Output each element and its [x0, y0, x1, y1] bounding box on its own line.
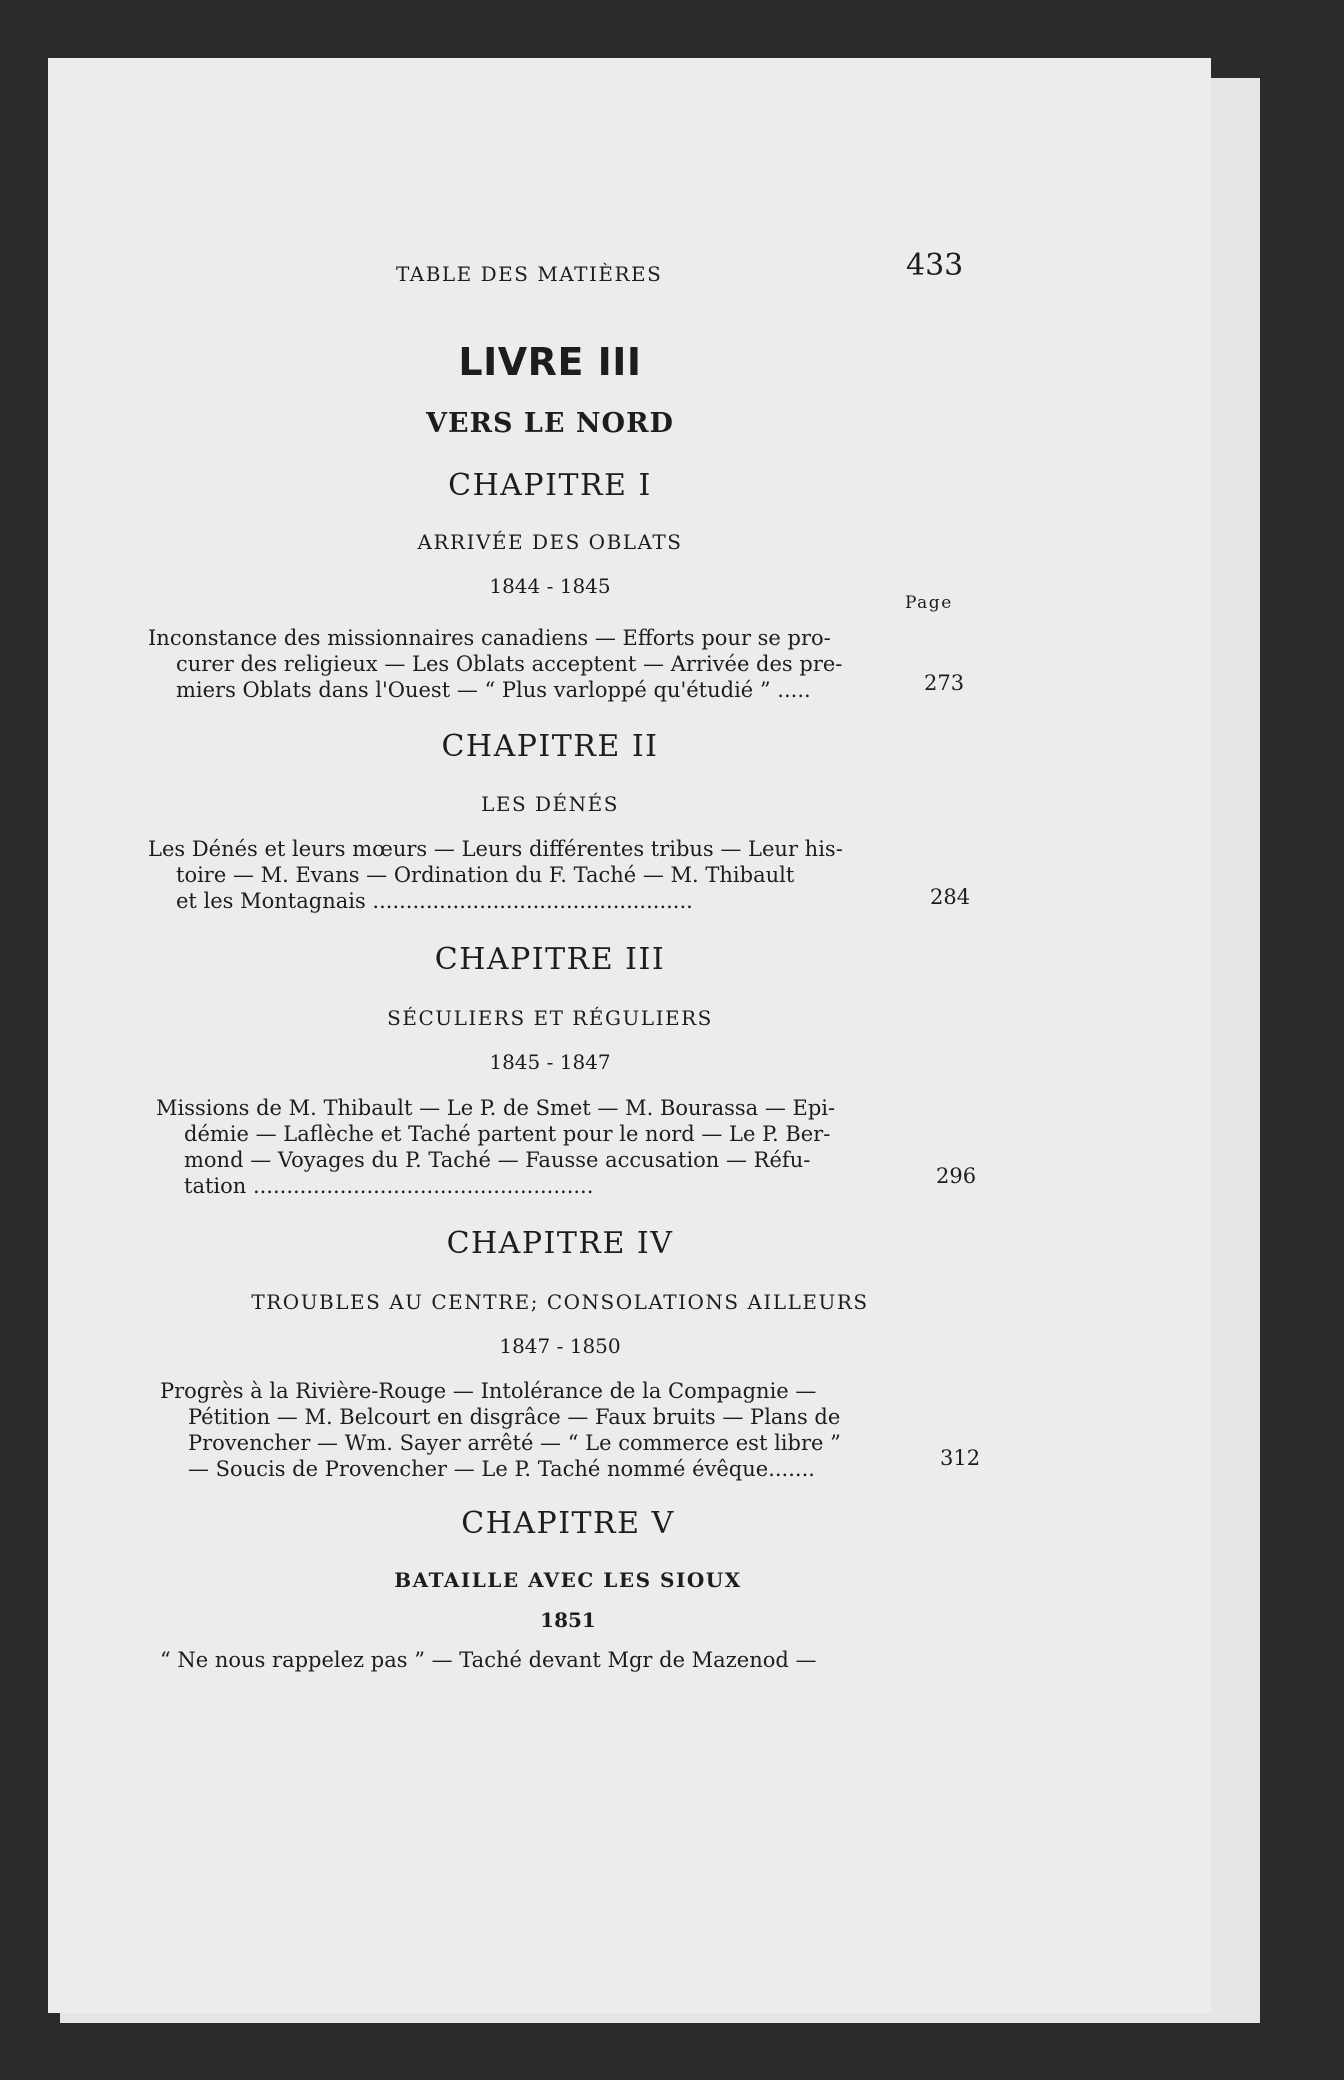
chapter-1-title: ARRIVÉE DES OBLATS — [417, 530, 683, 554]
chapter-2-summary — [148, 836, 928, 914]
chapter-4-dates: 1847 - 1850 — [499, 1334, 621, 1358]
summary-line: Progrès à la Rivière-Rouge — Intolérance de la Compagnie — — [160, 1379, 817, 1403]
summary-line: et les Montagnais ................................................ — [176, 889, 693, 913]
chapter-3-page: 296 — [936, 1164, 977, 1188]
chapter-4-title: TROUBLES AU CENTRE; CONSOLATIONS AILLEURS — [251, 1290, 869, 1314]
chapter-3-dates: 1845 - 1847 — [489, 1050, 611, 1074]
chapter-3-heading: CHAPITRE III — [434, 942, 666, 977]
summary-line: — Soucis de Provencher — Le P. Taché nommé évêque....... — [188, 1457, 815, 1481]
chapter-1-page: 273 — [924, 671, 965, 695]
chapter-5-title: BATAILLE AVEC LES SIOUX — [394, 1568, 742, 1592]
summary-line: toire — M. Evans — Ordination du F. Taché — M. Thibault — [176, 863, 795, 887]
summary-line: mond — Voyages du P. Taché — Fausse accusation — Réfu- — [184, 1148, 811, 1172]
summary-line: Provencher — Wm. Sayer arrêté — “ Le commerce est libre ” — [188, 1431, 841, 1455]
chapter-1-dates: 1844 - 1845 — [489, 574, 611, 598]
summary-line: tation ................................................... — [184, 1174, 594, 1198]
chapter-2-title: LES DÉNÉS — [481, 792, 619, 816]
chapter-4-heading: CHAPITRE IV — [446, 1226, 674, 1261]
page-number: 433 — [906, 248, 964, 283]
summary-line: Les Dénés et leurs mœurs — Leurs différentes tribus — Leur his- — [148, 837, 843, 861]
page-column-label: Page — [905, 593, 953, 613]
summary-line: Pétition — M. Belcourt en disgrâce — Faux bruits — Plans de — [188, 1405, 841, 1429]
chapter-5-heading: CHAPITRE V — [461, 1506, 675, 1541]
summary-line: curer des religieux — Les Oblats acceptent — Arrivée des pre- — [176, 652, 843, 676]
part-title: VERS LE NORD — [426, 408, 674, 439]
chapter-1-heading: CHAPITRE I — [448, 468, 652, 503]
livre-heading: LIVRE III — [458, 340, 642, 384]
summary-line: démie — Laflèche et Taché partent pour le nord — Le P. Ber- — [184, 1122, 831, 1146]
chapter-2-heading: CHAPITRE II — [441, 729, 659, 764]
chapter-4-summary — [160, 1378, 940, 1482]
chapter-2-page: 284 — [930, 885, 971, 909]
chapter-1-summary — [148, 625, 928, 703]
summary-line: Inconstance des missionnaires canadiens — Efforts pour se pro- — [148, 626, 831, 650]
summary-line: Missions de M. Thibault — Le P. de Smet — M. Bourassa — Epi- — [156, 1096, 836, 1120]
chapter-3-title: SÉCULIERS ET RÉGULIERS — [387, 1006, 713, 1030]
chapter-3-summary — [156, 1095, 936, 1199]
running-head: TABLE DES MATIÈRES — [396, 262, 663, 286]
chapter-4-page: 312 — [940, 1446, 981, 1470]
chapter-5-dates: 1851 — [540, 1608, 596, 1632]
summary-line: miers Oblats dans l'Ouest — “ Plus varloppé qu'étudié ” ..... — [176, 678, 811, 702]
chapter-5-summary-line: “ Ne nous rappelez pas ” — Taché devant Mgr de Mazenod — — [160, 1648, 817, 1672]
